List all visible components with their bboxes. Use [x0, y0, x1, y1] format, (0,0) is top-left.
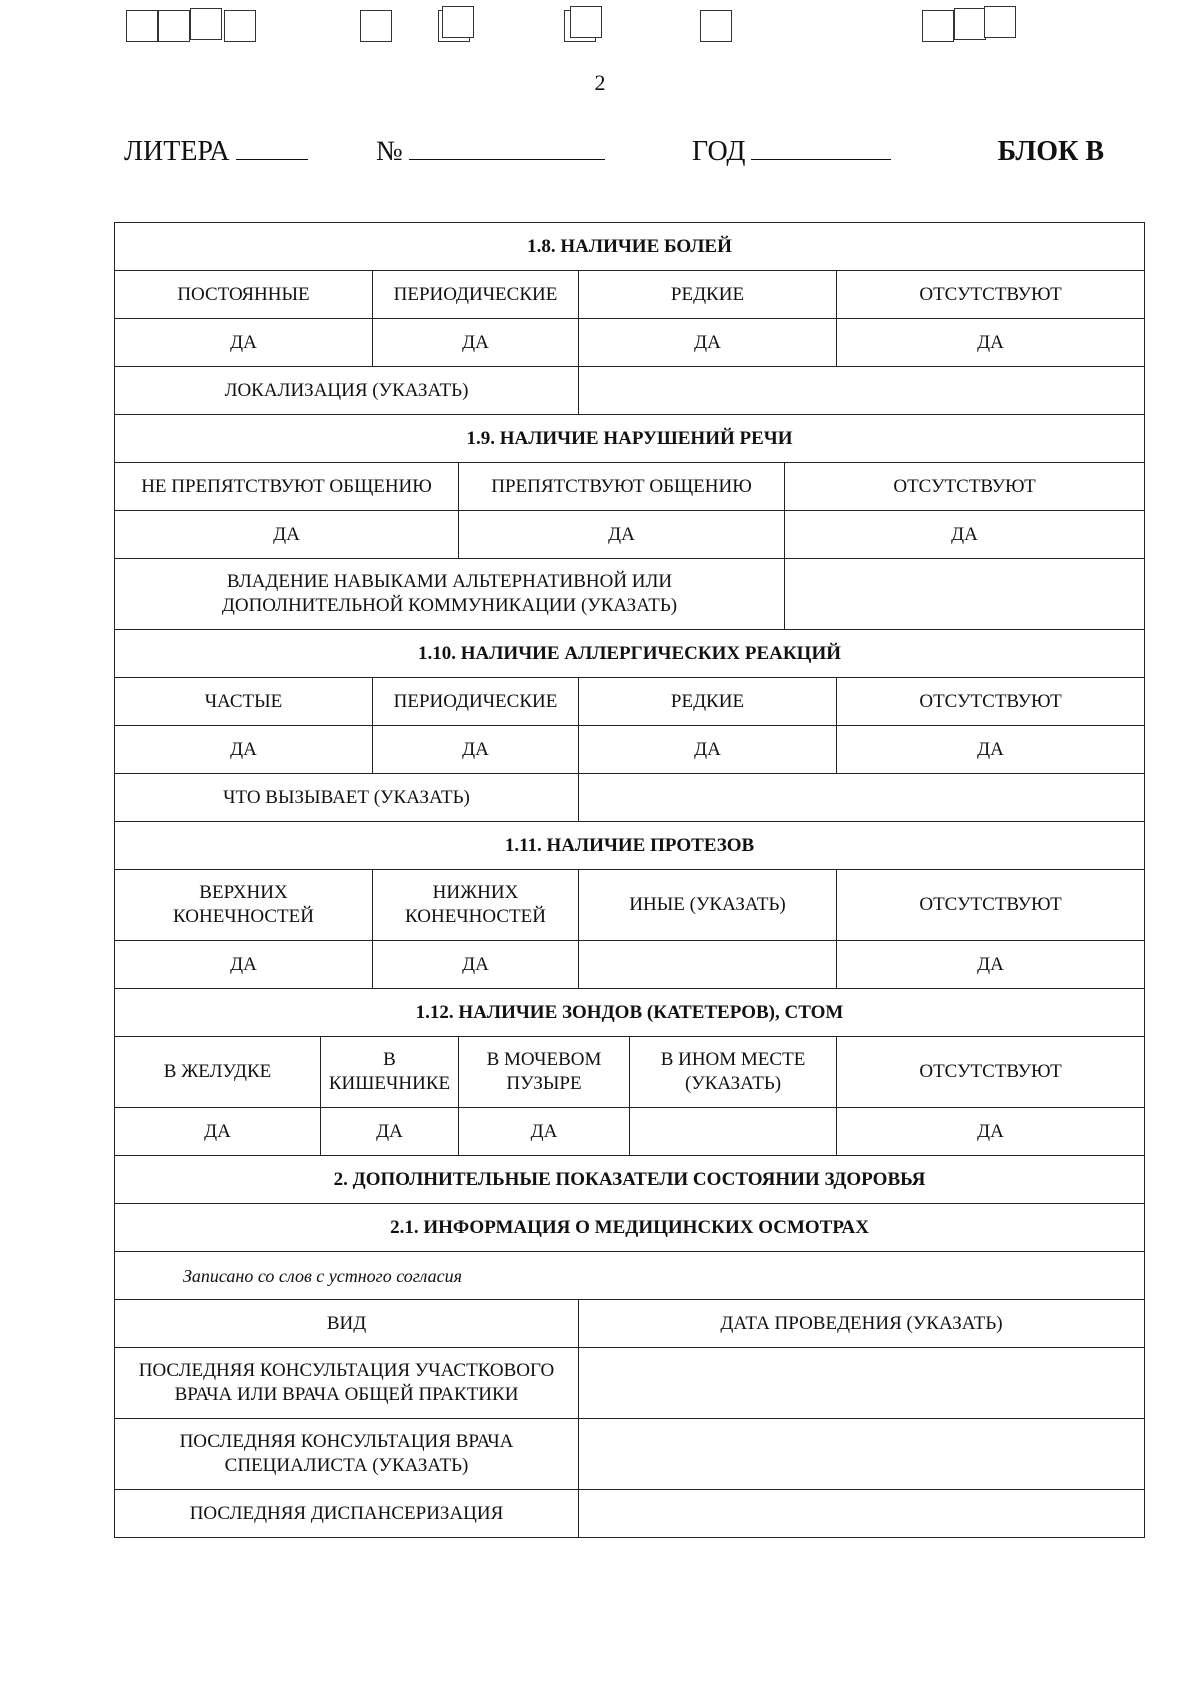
allergy-option: ОТСУТСТВУЮТ	[837, 678, 1145, 726]
exams-col-type: ВИД	[115, 1300, 579, 1348]
probe-answer-cell[interactable]: ДА	[115, 1108, 321, 1156]
probe-stomach-label: В ЖЕЛУДКЕ	[115, 1037, 321, 1108]
probe-bladder-line: ПУЗЫРЕ	[506, 1073, 582, 1094]
section-title-allergy: 1.10. НАЛИЧИЕ АЛЛЕРГИЧЕСКИХ РЕАКЦИЙ	[115, 630, 1145, 678]
exam-gp-consultation-label	[115, 1348, 579, 1419]
section-title-exams: 2.1. ИНФОРМАЦИЯ О МЕДИЦИНСКИХ ОСМОТРАХ	[115, 1204, 1145, 1252]
exam-gp-date-input[interactable]	[579, 1348, 1145, 1419]
probe-intestine-label: В КИШЕЧНИКЕ	[321, 1037, 459, 1108]
probe-other-line: В ИНОМ МЕСТЕ	[660, 1049, 806, 1070]
registration-square	[442, 6, 474, 38]
exam-specialist-date-input[interactable]	[579, 1419, 1145, 1490]
litera-field	[124, 136, 308, 168]
allergy-answer-cell[interactable]: ДА	[579, 726, 837, 774]
prosthesis-answer-cell[interactable]	[579, 941, 837, 989]
exam-gp-line: ВРАЧА ИЛИ ВРАЧА ОБЩЕЙ ПРАКТИКИ	[174, 1384, 519, 1405]
number-field	[376, 136, 605, 168]
prosthesis-upper-line: ВЕРХНИХ	[199, 882, 288, 903]
probe-absent-label: ОТСУТСТВУЮТ	[837, 1037, 1145, 1108]
probe-bladder-line: В МОЧЕВОМ	[486, 1049, 602, 1070]
exam-dispensary-label: ПОСЛЕДНЯЯ ДИСПАНСЕРИЗАЦИЯ	[115, 1490, 579, 1538]
year-label: ГОД	[692, 136, 746, 167]
probe-answer-cell[interactable]	[630, 1108, 837, 1156]
number-blank[interactable]	[409, 137, 605, 160]
prosthesis-upper-label	[115, 870, 373, 941]
registration-square	[700, 10, 732, 42]
registration-square	[922, 10, 954, 42]
section-title-speech: 1.9. НАЛИЧИЕ НАРУШЕНИЙ РЕЧИ	[115, 415, 1145, 463]
registration-square	[224, 10, 256, 42]
exam-specialist-consultation-label	[115, 1419, 579, 1490]
pain-answer-cell[interactable]: ДА	[579, 319, 837, 367]
section-title-prosthesis: 1.11. НАЛИЧИЕ ПРОТЕЗОВ	[115, 822, 1145, 870]
allergy-option: ЧАСТЫЕ	[115, 678, 373, 726]
pain-localization-input[interactable]	[579, 367, 1145, 415]
registration-square	[984, 6, 1016, 38]
pain-localization-label: ЛОКАЛИЗАЦИЯ (УКАЗАТЬ)	[115, 367, 579, 415]
section-title-additional: 2. ДОПОЛНИТЕЛЬНЫЕ ПОКАЗАТЕЛИ СОСТОЯНИИ ЗДОРОВЬЯ	[115, 1156, 1145, 1204]
registration-square	[954, 8, 986, 40]
speech-option: ОТСУТСТВУЮТ	[785, 463, 1145, 511]
alt-communication-input[interactable]	[785, 559, 1145, 630]
exam-specialist-line: ПОСЛЕДНЯЯ КОНСУЛЬТАЦИЯ ВРАЧА	[179, 1431, 514, 1452]
probe-answer-cell[interactable]: ДА	[321, 1108, 459, 1156]
pain-option: ПОСТОЯННЫЕ	[115, 271, 373, 319]
allergy-answer-cell[interactable]: ДА	[115, 726, 373, 774]
speech-answer-cell[interactable]: ДА	[785, 511, 1145, 559]
year-field	[692, 136, 891, 168]
prosthesis-lower-line: КОНЕЧНОСТЕЙ	[405, 906, 546, 927]
prosthesis-lower-label	[373, 870, 579, 941]
allergy-answer-cell[interactable]: ДА	[837, 726, 1145, 774]
prosthesis-other-label: ИНЫЕ (УКАЗАТЬ)	[579, 870, 837, 941]
registration-square	[126, 10, 158, 42]
page-number: 2	[594, 70, 606, 95]
prosthesis-lower-line: НИЖНИХ	[432, 882, 519, 903]
registration-marks	[0, 6, 1200, 46]
probe-answer-cell[interactable]: ДА	[459, 1108, 630, 1156]
alt-communication-line: ВЛАДЕНИЕ НАВЫКАМИ АЛЬТЕРНАТИВНОЙ ИЛИ	[226, 571, 673, 592]
section-title-pain: 1.8. НАЛИЧИЕ БОЛЕЙ	[115, 223, 1145, 271]
alt-communication-label	[115, 559, 785, 630]
pain-option: ПЕРИОДИЧЕСКИЕ	[373, 271, 579, 319]
litera-label: ЛИТЕРА	[124, 136, 230, 167]
section-title-probes: 1.12. НАЛИЧИЕ ЗОНДОВ (КАТЕТЕРОВ), СТОМ	[115, 989, 1145, 1037]
alt-communication-line: ДОПОЛНИТЕЛЬНОЙ КОММУНИКАЦИИ (УКАЗАТЬ)	[221, 595, 678, 616]
probe-answer-cell[interactable]: ДА	[837, 1108, 1145, 1156]
probe-bladder-label	[459, 1037, 630, 1108]
registration-square	[570, 6, 602, 38]
exam-dispensary-date-input[interactable]	[579, 1490, 1145, 1538]
prosthesis-absent-label: ОТСУТСТВУЮТ	[837, 870, 1145, 941]
pain-answer-cell[interactable]: ДА	[115, 319, 373, 367]
exam-gp-line: ПОСЛЕДНЯЯ КОНСУЛЬТАЦИЯ УЧАСТКОВОГО	[138, 1360, 555, 1381]
health-form-table	[114, 222, 1145, 1538]
allergy-option: РЕДКИЕ	[579, 678, 837, 726]
prosthesis-answer-cell[interactable]: ДА	[373, 941, 579, 989]
registration-square	[360, 10, 392, 42]
speech-option: ПРЕПЯТСТВУЮТ ОБЩЕНИЮ	[459, 463, 785, 511]
speech-answer-cell[interactable]: ДА	[115, 511, 459, 559]
probe-other-label	[630, 1037, 837, 1108]
allergy-answer-cell[interactable]: ДА	[373, 726, 579, 774]
pain-option: ОТСУТСТВУЮТ	[837, 271, 1145, 319]
allergy-option: ПЕРИОДИЧЕСКИЕ	[373, 678, 579, 726]
year-blank[interactable]	[751, 137, 891, 160]
allergy-cause-label: ЧТО ВЫЗЫВАЕТ (УКАЗАТЬ)	[115, 774, 579, 822]
registration-square	[158, 10, 190, 42]
prosthesis-answer-cell[interactable]: ДА	[837, 941, 1145, 989]
exam-specialist-line: СПЕЦИАЛИСТА (УКАЗАТЬ)	[224, 1455, 469, 1476]
allergy-cause-input[interactable]	[579, 774, 1145, 822]
prosthesis-upper-line: КОНЕЧНОСТЕЙ	[173, 906, 314, 927]
block-title: БЛОК В	[997, 136, 1104, 167]
prosthesis-answer-cell[interactable]: ДА	[115, 941, 373, 989]
pain-answer-cell[interactable]: ДА	[837, 319, 1145, 367]
speech-answer-cell[interactable]: ДА	[459, 511, 785, 559]
probe-other-line: (УКАЗАТЬ)	[684, 1073, 782, 1094]
registration-square	[190, 8, 222, 40]
exams-col-date: ДАТА ПРОВЕДЕНИЯ (УКАЗАТЬ)	[579, 1300, 1145, 1348]
pain-option: РЕДКИЕ	[579, 271, 837, 319]
pain-answer-cell[interactable]: ДА	[373, 319, 579, 367]
exams-note: Записано со слов с устного согласия	[115, 1252, 1145, 1300]
litera-blank[interactable]	[236, 137, 308, 160]
number-label: №	[376, 136, 403, 167]
speech-option: НЕ ПРЕПЯТСТВУЮТ ОБЩЕНИЮ	[115, 463, 459, 511]
